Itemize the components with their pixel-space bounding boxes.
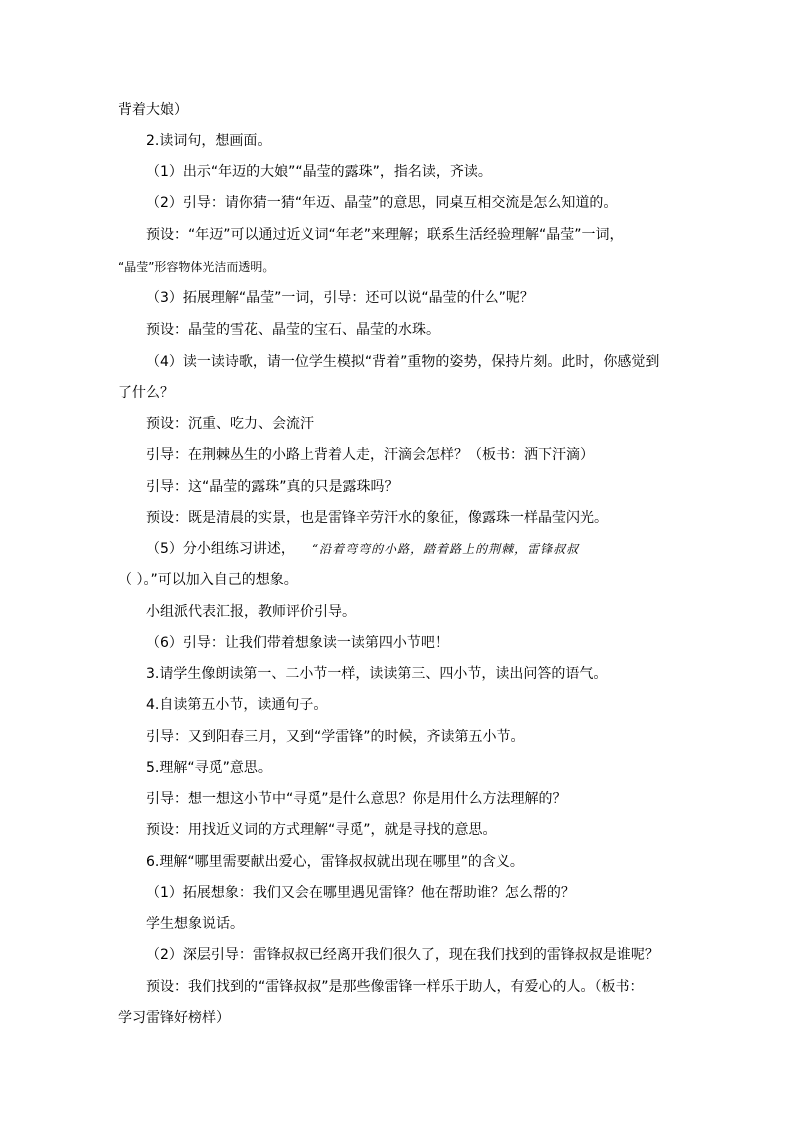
text-line: 了什么？ [118, 385, 174, 401]
text-line: 预设：晶莹的雪花、晶莹的宝石、晶莹的水珠。 [146, 322, 440, 338]
text-line: （2）深层引导：雷锋叔叔已经离开我们很久了，现在我们找到的雷锋叔叔是谁呢？ [146, 947, 659, 963]
text-line: 引导：又到阳春三月，又到“学雷锋”的时候，齐读第五小节。 [146, 729, 525, 745]
text-line: 2.读词句，想画面。 [146, 133, 272, 149]
text-line: （4）读一读诗歌，请一位学生模拟“背着”重物的姿势，保持片刻。此时，你感觉到 [146, 354, 660, 370]
poem-quote: “沿着弯弯的小路，踏着路上的荆棘，雷锋叔叔 [312, 542, 580, 556]
text-line: 引导：在荆棘丛生的小路上背着人走，汗滴会怎样？（板书：洒下汗滴） [146, 447, 594, 463]
text-line: 预设：“年迈”可以通过近义词“年老”来理解；联系生活经验理解“晶莹”一词， [146, 227, 624, 243]
text-line: 3.请学生像朗读第一、二小节一样，读读第三、四小节，读出问答的语气。 [146, 666, 608, 682]
text-line: （6）引导：让我们带着想象读一读第四小节吧！ [146, 635, 449, 651]
text-line: 预设：我们找到的“雷锋叔叔”是那些像雷锋一样乐于助人，有爱心的人。（板书： [146, 979, 644, 995]
text-line: 小组派代表汇报，教师评价引导。 [146, 604, 356, 620]
text-line: 学生想象说话。 [146, 916, 244, 932]
text-line: （1）拓展想象：我们又会在哪里遇见雷锋？他在帮助谁？怎么帮的？ [146, 885, 575, 901]
text-line: （3）拓展理解“晶莹”一词，引导：还可以说“晶莹的什么”呢？ [146, 290, 534, 306]
text-line: 背着大娘） [118, 102, 188, 118]
text-line: 引导：想一想这小节中“寻觅”是什么意思？你是用什么方法理解的？ [146, 791, 567, 807]
text-line: （2）引导：请你猜一猜“年迈、晶莹”的意思，同桌互相交流是怎么知道的。 [146, 195, 618, 211]
text-line: （1）出示“年迈的大娘”“晶莹的露珠”，指名读，齐读。 [146, 164, 492, 180]
text-line: 4.自读第五小节，读通句子。 [146, 697, 328, 713]
text-line: 预设：用找近义词的方式理解“寻觅”，就是寻找的意思。 [146, 822, 497, 838]
text-line: 引导：这“晶莹的露珠”真的只是露珠吗？ [146, 479, 399, 495]
text-line: （5）分小组练习讲述， [146, 541, 295, 557]
text-line: 学习雷锋好榜样） [118, 1010, 230, 1026]
text-line: “晶莹”形容物体光洁而透明。 [118, 260, 275, 274]
text-line: 预设：沉重、吃力、会流汗 [146, 416, 314, 432]
text-line: 预设：既是清晨的实景，也是雷锋辛劳汗水的象征，像露珠一样晶莹闪光。 [146, 510, 608, 526]
text-line: 5.理解“寻觅”意思。 [146, 760, 272, 776]
text-line: （ ）。”可以加入自己的想象。 [118, 572, 298, 588]
text-line: 6.理解“哪里需要献出爱心，雷锋叔叔就出现在哪里”的含义。 [146, 854, 524, 870]
